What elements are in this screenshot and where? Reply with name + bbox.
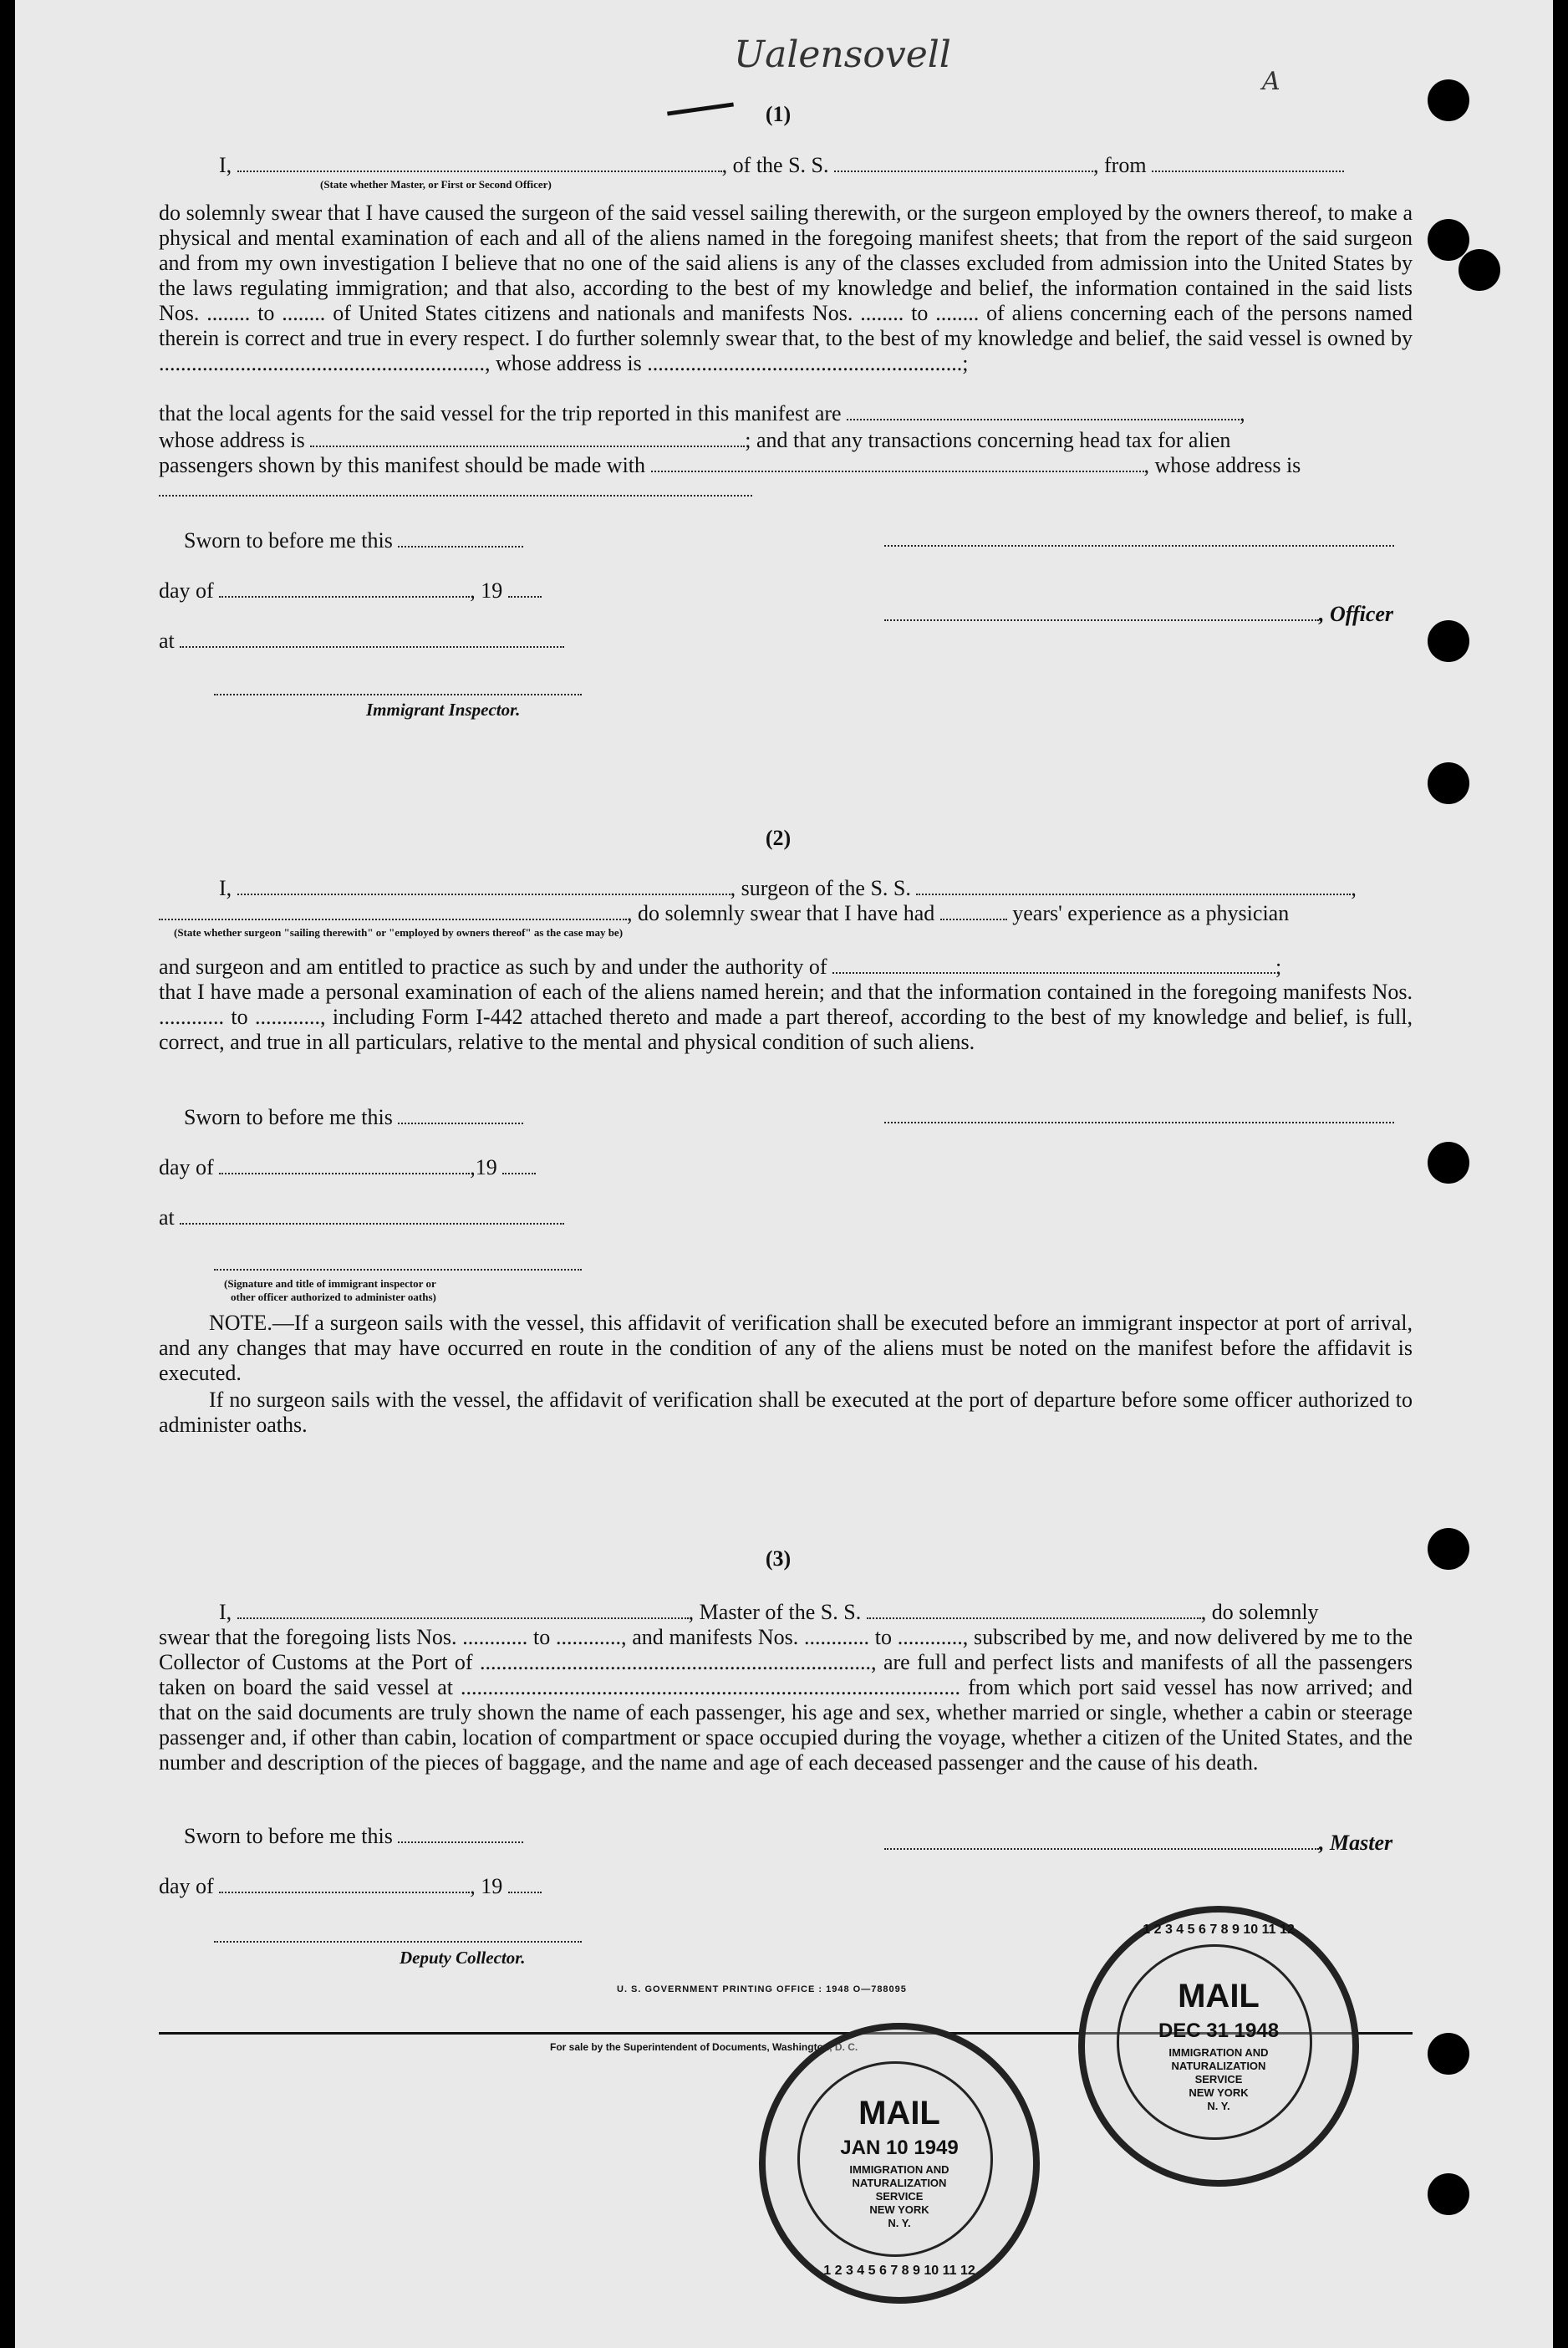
section-3-paragraph: swear that the foregoing lists Nos. ............ to ............, and manifests Nos. ............ to ............, subscribed by me, and now delivered by me to the Collector of Customs at the Port of ........................................................................, are full and perfect lists and manifests of all the passengers taken on board the said vessel at ............................................................................................ from which port said vessel has now arrived; and that on the said documents are truly shown the name of each passenger, his age and sex, whether married or single, whether a cabin or steerage passenger and, if other than cabin, location of compartment or space occupied during the voyage, whether a citizen of the United States, and the number and description of the pieces of baggage, and the name and age of each deceased passenger and the cause of his death.: [159, 1625, 1413, 1775]
blank-field[interactable]: [398, 1825, 523, 1843]
label-of-ss: , of the S. S.: [721, 153, 829, 177]
blank-field[interactable]: [237, 154, 722, 172]
corner-mark: A: [1262, 67, 1280, 96]
label-sworn: Sworn to before me this: [184, 1105, 393, 1129]
label-deputy-collector: Deputy Collector.: [400, 1948, 526, 1968]
punch-hole: [1459, 249, 1500, 291]
blank-field[interactable]: [940, 902, 1007, 920]
section-2-line-1: I, , surgeon of the S. S. ,: [219, 876, 1357, 900]
blank-field[interactable]: [180, 1206, 564, 1225]
label-i: I,: [219, 153, 232, 177]
sig-note-1: (Signature and title of immigrant inspector or: [224, 1277, 436, 1290]
blank-field[interactable]: [884, 1831, 1319, 1850]
label-agents: that the local agents for the said vessel for the trip reported in this manifest are: [159, 401, 842, 425]
gpo-imprint: U. S. GOVERNMENT PRINTING OFFICE : 1948 O—788095: [617, 1984, 907, 1994]
handwritten-annotation: Ualensovell: [734, 33, 951, 76]
note-paragraph-1: NOTE.—If a surgeon sails with the vessel, this affidavit of verification shall be executed before an immigrant inspector at port of arrival, and any changes that may have occurred en route in the condition of any of the aliens must be noted on the manifest before the affidavit is executed.: [159, 1311, 1413, 1385]
punch-hole: [1428, 1528, 1469, 1570]
blank-field[interactable]: [398, 1106, 523, 1124]
blank-field[interactable]: [502, 1156, 536, 1174]
section-1-line-1: [219, 153, 1344, 178]
day-of-line: [159, 1874, 542, 1899]
blank-field[interactable]: [651, 454, 1144, 472]
section-3-number: (3): [765, 1546, 792, 1571]
section-2-authority: and surgeon and am entitled to practice as such by and under the authority of ;: [159, 955, 1282, 979]
label-at: at: [159, 1205, 175, 1230]
label-year: 19: [475, 1155, 497, 1179]
section-1-address-line: [159, 428, 1230, 453]
label-i: I,: [219, 1600, 232, 1624]
punch-hole: [1428, 1142, 1469, 1184]
section-1-number: (1): [765, 102, 792, 126]
label-year: , 19: [470, 1874, 503, 1898]
label-master-of: , Master of the S. S.: [688, 1600, 862, 1624]
punch-hole: [1428, 79, 1469, 121]
sworn-line: [184, 1824, 523, 1849]
blank-field[interactable]: [916, 877, 1351, 895]
sig-note-2: other officer authorized to administer oaths): [231, 1291, 436, 1303]
label-years: years' experience as a physician: [1012, 901, 1290, 925]
blank-field[interactable]: [159, 902, 627, 920]
label-from: , from: [1093, 153, 1147, 177]
label-surgeon-of: , surgeon of the S. S.: [730, 876, 911, 900]
section-1-passengers-line: [159, 453, 1301, 478]
punch-hole: [1428, 2033, 1469, 2075]
label-whose-address: whose address is: [159, 428, 305, 452]
label-authority: and surgeon and am entitled to practice as such by and under the authority of: [159, 955, 827, 979]
section-3-line-1: [219, 1600, 1319, 1625]
day-of-line: [159, 578, 542, 604]
label-passengers: passengers shown by this manifest should be made with: [159, 453, 646, 477]
inspector-signature-line[interactable]: [214, 694, 582, 695]
blank-field[interactable]: [832, 955, 1275, 974]
at-line: [159, 629, 564, 654]
sworn-line: [184, 528, 523, 553]
blank-field[interactable]: [310, 429, 745, 447]
blank-field[interactable]: [180, 629, 564, 648]
punch-hole: [1428, 2173, 1469, 2215]
officer-line: [884, 602, 1393, 627]
label-sworn: Sworn to before me this: [184, 1824, 393, 1848]
blank-field[interactable]: [884, 603, 1319, 621]
blank-field[interactable]: [219, 579, 470, 598]
label-day-of: day of: [159, 1155, 214, 1179]
label-at: at: [159, 629, 175, 653]
blank-field[interactable]: [237, 877, 731, 895]
punch-hole: [1428, 762, 1469, 804]
surgeon-signature-line[interactable]: [884, 1122, 1394, 1123]
blank-field[interactable]: [398, 529, 523, 548]
section-2-number: (2): [765, 826, 792, 850]
blank-field[interactable]: [219, 1156, 470, 1174]
label-day-of: day of: [159, 578, 214, 603]
label-i: I,: [219, 876, 232, 900]
note-master: (State whether Master, or First or Second Officer): [320, 178, 552, 191]
label-master: , Master: [1319, 1831, 1393, 1855]
label-swear: , do solemnly swear that I have had: [627, 901, 935, 925]
blank-field[interactable]: [237, 1601, 689, 1619]
note-surgeon: (State whether surgeon "sailing therewith" or "employed by owners thereof" as the case may be): [174, 926, 624, 939]
punch-hole: [1428, 219, 1469, 261]
blank-field[interactable]: [867, 1601, 1201, 1619]
section-1-paragraph: do solemnly swear that I have caused the surgeon of the said vessel sailing therewith, or the surgeon employed by the owners thereof, to make a physical and mental examination of each and all of the aliens named in the foregoing manifest sheets; that from the report of the said surgeon and from my own investigation I believe that no one of the said aliens is any of the classes excluded from admission into the United States by the laws regulating immigration; and that also, according to the best of my knowledge and belief, the information contained in the said lists Nos. ........ to ........ of United States citizens and nationals and manifests Nos. ........ to ........ of aliens concerning each of the persons named therein is correct and true in every respect. I do further solemnly swear that, to the best of my knowledge and belief, the said vessel is owned by ............................................................, whose address is ..........................................................;: [159, 201, 1413, 375]
note-paragraph-2: If no surgeon sails with the vessel, the affidavit of verification shall be executed at the port of departure before some officer authorized to administer oaths.: [159, 1388, 1413, 1437]
label-whose-address-is: , whose address is: [1143, 453, 1301, 477]
punch-hole: [1428, 620, 1469, 662]
label-day-of: day of: [159, 1874, 214, 1898]
sale-line: For sale by the Superintendent of Documents, Washington, D. C.: [550, 2041, 858, 2053]
document-page: [15, 0, 1553, 2348]
label-headtax: ; and that any transactions concerning head tax for alien: [745, 428, 1231, 452]
blank-field[interactable]: [847, 402, 1240, 420]
label-officer: , Officer: [1319, 602, 1394, 626]
section-2-line-2: [159, 901, 1289, 926]
section-1-agents-line: that the local agents for the said vessel for the trip reported in this manifest are ,: [159, 401, 1245, 425]
sworn-line: [184, 1105, 523, 1130]
label-sworn: Sworn to before me this: [184, 528, 393, 553]
day-of-line: day of ,19: [159, 1155, 536, 1180]
label-year: , 19: [470, 578, 503, 603]
blank-field[interactable]: [508, 579, 542, 598]
deputy-signature-line[interactable]: [214, 1941, 582, 1943]
pen-stroke: [667, 102, 734, 115]
at-line: [159, 1205, 564, 1230]
mail-stamp-jan: MAIL JAN 10 1949 IMMIGRATION AND NATURALIZATION SERVICE NEW YORK N. Y. 1 2 3 4 5 6 7 8 9 10 11 12: [759, 2023, 1040, 2304]
blank-field[interactable]: [834, 154, 1093, 172]
label-solemnly: , do solemnly: [1200, 1600, 1319, 1624]
master-line: [884, 1831, 1392, 1856]
label-immigrant-inspector: Immigrant Inspector.: [366, 700, 521, 720]
blank-field[interactable]: [159, 495, 752, 497]
blank-field[interactable]: [1152, 154, 1344, 172]
blank-field[interactable]: [508, 1875, 542, 1893]
blank-field[interactable]: [219, 1875, 470, 1893]
officer-signature-line[interactable]: [884, 545, 1394, 547]
section-2-paragraph: that I have made a personal examination of each of the aliens named herein; and that the information contained in the foregoing manifests Nos. ............ to ............, including Form I-442 attached thereto and made a part thereof, according to the best of my knowledge and belief, is full, correct, and true in all particulars, relative to the mental and physical condition of such aliens.: [159, 980, 1413, 1054]
inspector-signature-line[interactable]: [214, 1269, 582, 1271]
mail-stamp-dec: MAIL DEC 31 1948 IMMIGRATION AND NATURALIZATION SERVICE NEW YORK N. Y. 1 2 3 4 5 6 7 8 9 10 11 12: [1078, 1906, 1359, 2187]
